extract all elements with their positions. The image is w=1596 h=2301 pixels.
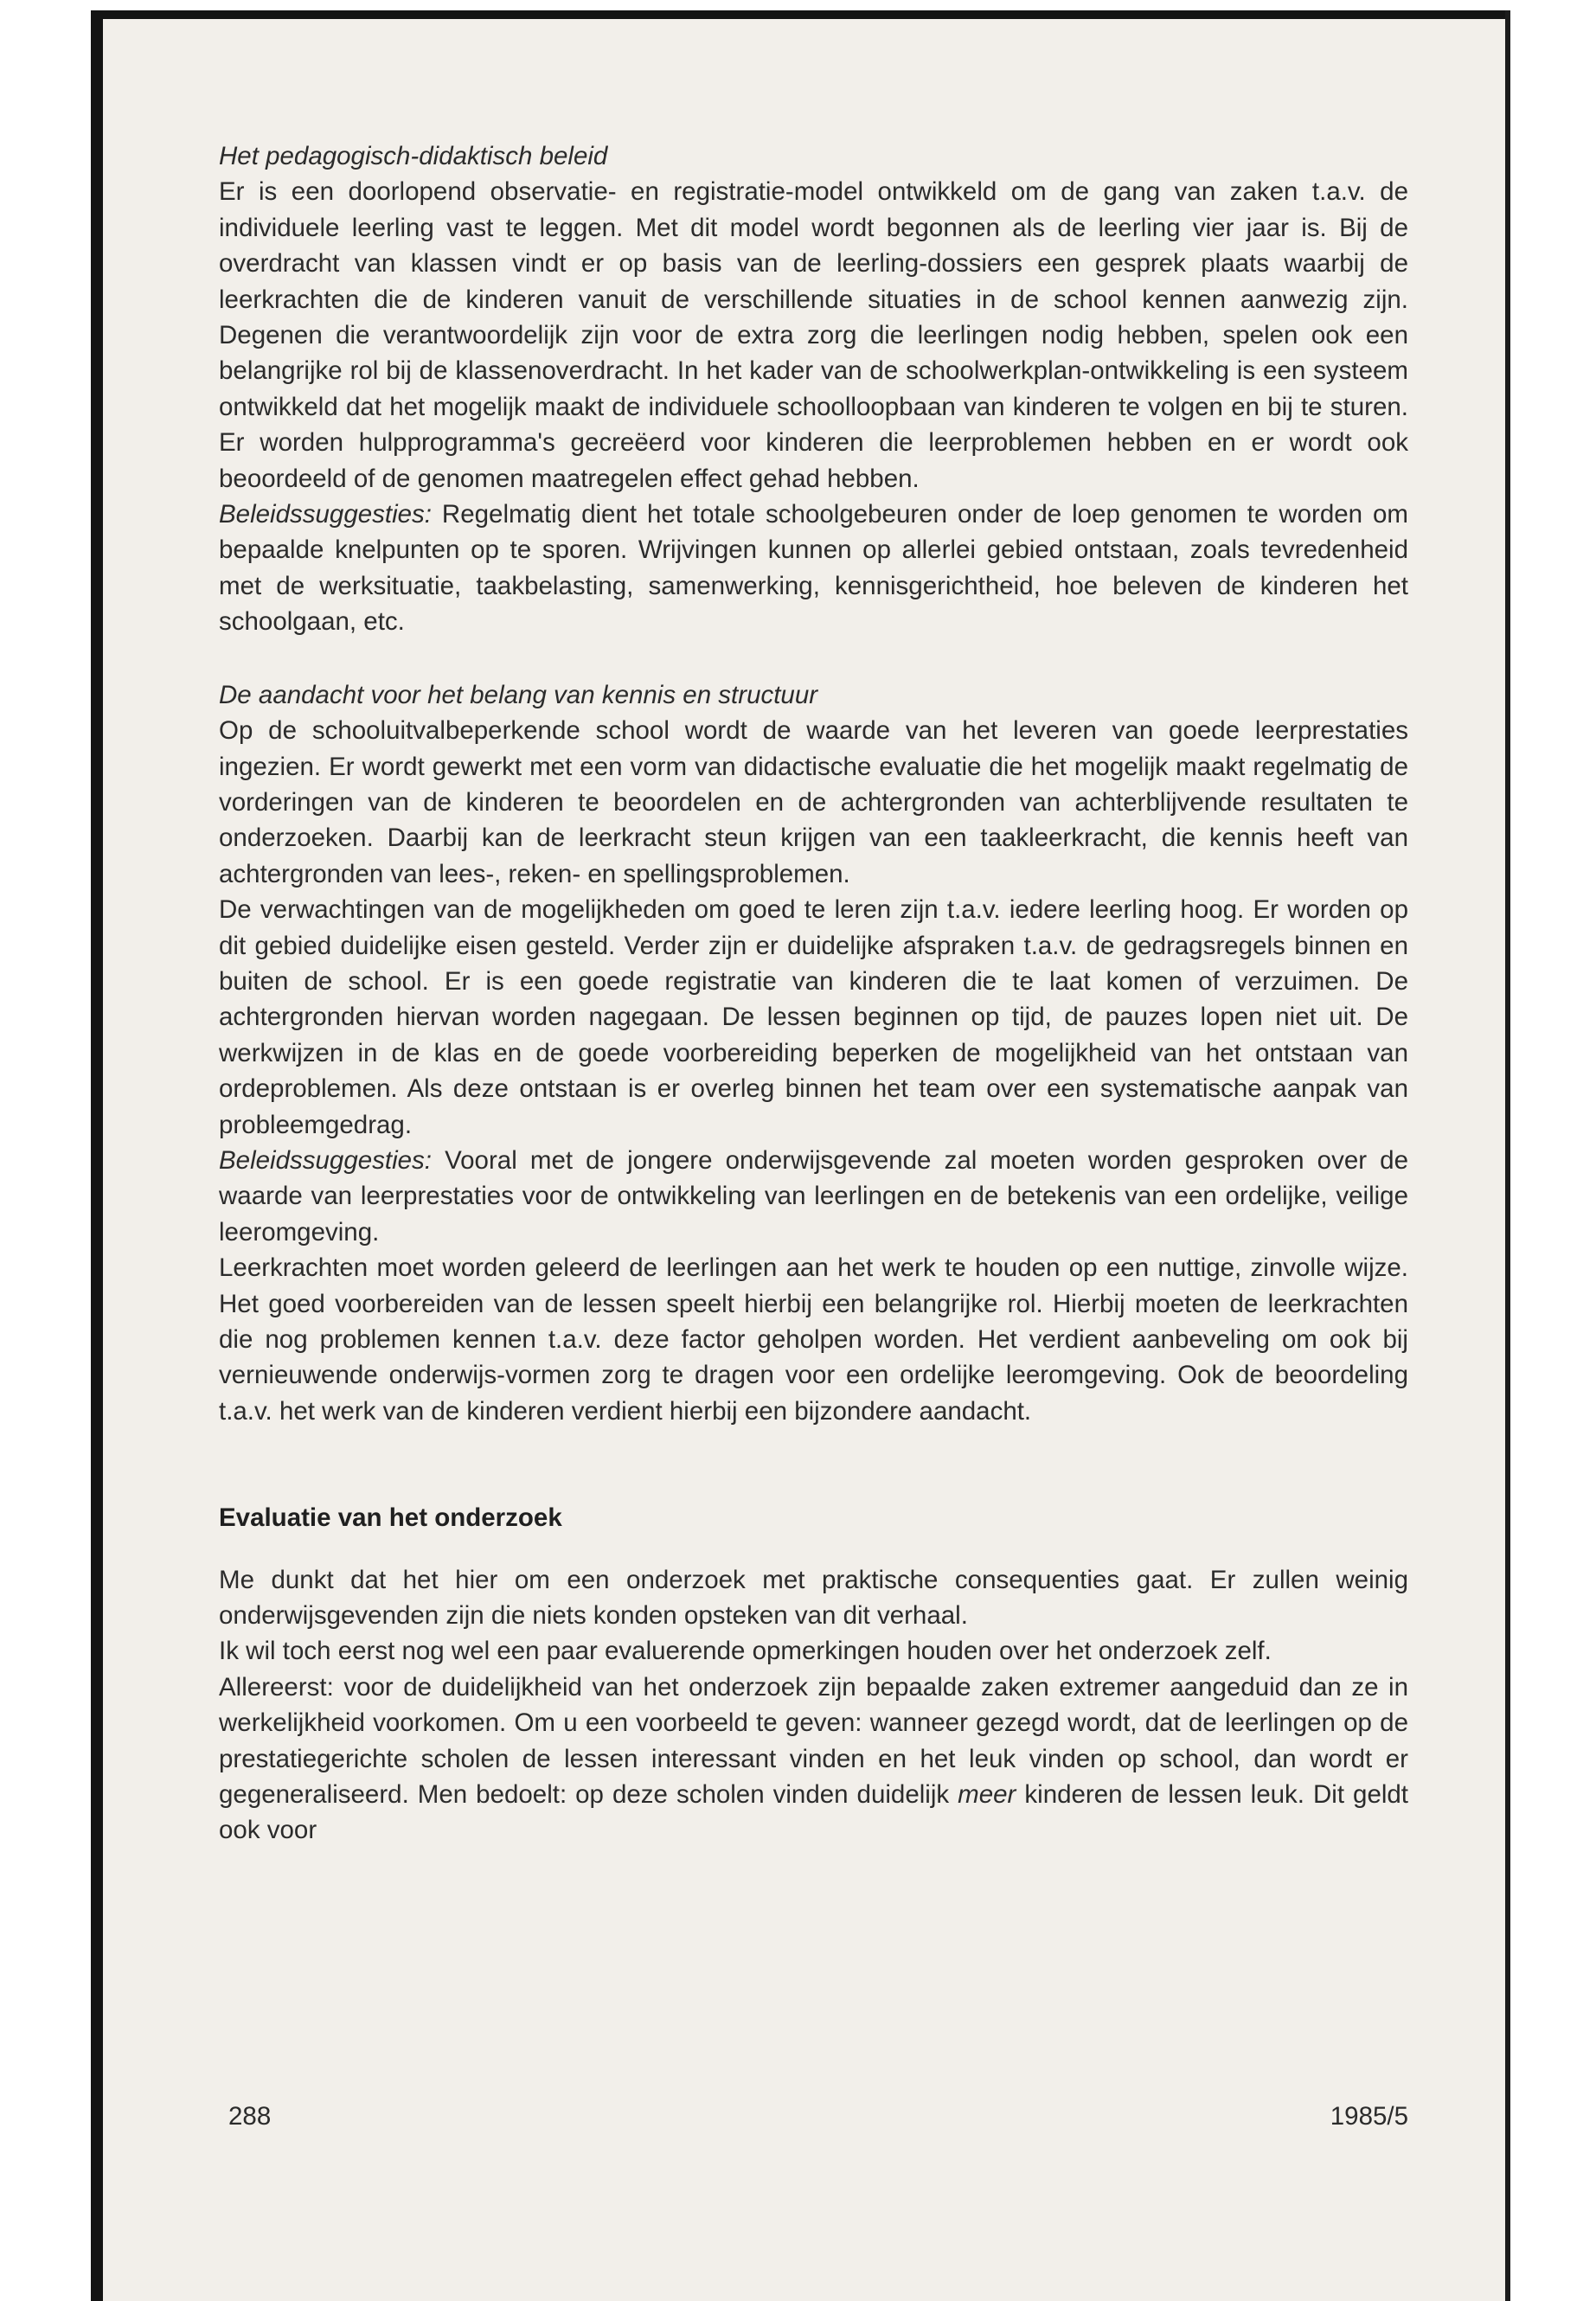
scan-border-top (91, 10, 1509, 19)
issue-number: 1985/5 (1330, 2102, 1408, 2131)
suggestion-text: Vooral met de jongere onderwijsgevende zal moeten worden gesproken over de waarde van leerprestaties voor de ontwikkeling van leerlingen en de betekenis van een ordelijke, veilige leeromgeving. (219, 1145, 1408, 1247)
suggestion-label: Beleidssuggesties: (219, 1145, 432, 1175)
section-paragraph: Op de schooluitvalbeperkende school wordt de waarde van het leveren van goede leerprestaties ingezien. Er wordt gewerkt met een vorm van didactische evaluatie die het mogelijk maakt regelmatig de vorderingen van de kinderen te beoordelen en de achtergronden van achterblijvende resultaten te onderzoeken. Daarbij kan de leerkracht steun krijgen van een taakleerkracht, die kennis heeft van achtergronden van lees-, reken- en spellingsproblemen. (219, 716, 1408, 888)
section-heading-pedagogical-policy: Het pedagogisch-didaktisch beleid (219, 142, 608, 170)
page-number: 288 (228, 2102, 272, 2131)
emphasis-text: meer (958, 1780, 1016, 1810)
document-body (219, 138, 1408, 1849)
heading-spacer (219, 1536, 1408, 1562)
page-footer (228, 2102, 1408, 2131)
section-spacer (219, 1429, 1408, 1500)
section-paragraph: Er is een doorlopend observatie- en registratie-model ontwikkeld om de gang van zaken t.a.v. de individuele leerling vast te leggen. Met dit model wordt begonnen als de leerling vier jaar is. Bij de overdracht van klassen vindt er op basis van de leerling-dossiers een gesprek plaats waarbij de leerkrachten die de kinderen vanuit de verschillende situaties in de school kennen aanwezig zijn. Degenen die verantwoordelijk zijn voor de extra zorg die leerlingen nodig hebben, spelen ook een belangrijke rol bij de klassenoverdracht. In het kader van de schoolwerkplan-ontwikkeling is een systeem ontwikkeld dat het mogelijk maakt de individuele schoolloopbaan van kinderen te volgen en bij te sturen. Er worden hulpprogramma's gecreëerd voor kinderen die leerproblemen hebben en er wordt ook beoordeeld of de genomen maatregelen effect gehad hebben. (219, 177, 1408, 493)
paragraph-text: kinderen de lessen leuk. Dit geldt ook voor (219, 1780, 1409, 1845)
section-heading-knowledge-structure: De aandacht voor het belang van kennis en structuur (219, 680, 818, 709)
section-heading-evaluation: Evaluatie van het onderzoek (219, 1503, 562, 1533)
section-paragraph: De verwachtingen van de mogelijkheden om goed te leren zijn t.a.v. iedere leerling hoog. Er worden op dit gebied duidelijke eisen gesteld. Verder zijn er duidelijke afspraken t.a.v. de gedragsregels binnen en buiten de school. Er is een goede registratie van kinderen die te laat komen of verzuimen. De achtergronden hiervan worden nagegaan. De lessen beginnen op tijd, de pauzes lopen niet uit. De werkwijzen in de klas en de goede voorbereiding beperken de mogelijkheid van het ontstaan van ordeproblemen. Als deze ontstaan is er overleg binnen het team over een systematische aanpak van probleemgedrag. (219, 895, 1408, 1139)
paragraph-text: Allereerst: voor de duidelijkheid van het onderzoek zijn bepaalde zaken extremer aangeduid dan ze in werkelijkheid voorkomen. Om u een voorbeeld te geven: wanneer gezegd wordt, dat de leerlingen op de prestatiegerichte scholen de lessen interessant vinden en het leuk vinden op school, dan wordt er gegeneraliseerd. Men bedoelt: op deze scholen vinden duidelijk (219, 1672, 1408, 1810)
section-paragraph: Ik wil toch eerst nog wel een paar evaluerende opmerkingen houden over het onderzoek zelf. (219, 1637, 1272, 1666)
policy-suggestion (219, 1143, 1408, 1250)
section-spacer (219, 640, 1408, 677)
suggestion-label: Beleidssuggesties: (219, 500, 432, 529)
section-paragraph (219, 1670, 1408, 1849)
section-paragraph: Leerkrachten moet worden geleerd de leerlingen aan het werk te houden op een nuttige, zinvolle wijze. Het goed voorbereiden van de lessen speelt hierbij een belangrijke rol. Hierbij moeten de leerkrachten die nog problemen kennen t.a.v. deze factor geholpen worden. Het verdient aanbeveling om ook bij vernieuwende onderwijs-vormen zorg te dragen voor een ordelijke leeromgeving. Ook de beoordeling t.a.v. het werk van de kinderen verdient hierbij een bijzondere aandacht. (219, 1253, 1408, 1426)
scan-border-right (1505, 10, 1510, 2301)
suggestion-text: Regelmatig dient het totale schoolgebeuren onder de loep genomen te worden om bepaalde knelpunten op te sporen. Wrijvingen kunnen op allerlei gebied ontstaan, zoals tevredenheid met de werksituatie, taakbelasting, samenwerking, kennisgerichtheid, hoe beleven de kinderen het schoolgaan, etc. (219, 500, 1408, 637)
scan-border-left (91, 10, 103, 2301)
section-paragraph: Me dunkt dat het hier om een onderzoek met praktische consequenties gaat. Er zullen weinig onderwijsgevenden zijn die niets konden opsteken van dit verhaal. (219, 1565, 1408, 1631)
policy-suggestion (219, 497, 1408, 640)
